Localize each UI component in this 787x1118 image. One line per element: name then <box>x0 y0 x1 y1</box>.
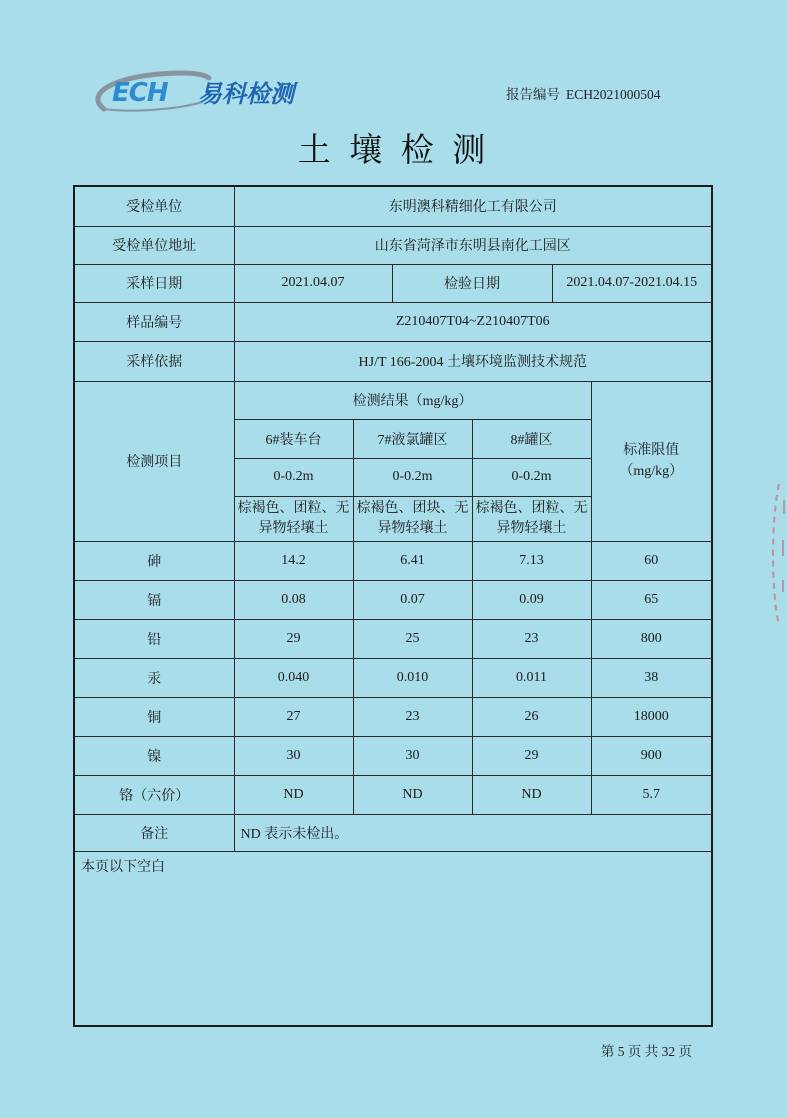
result-value: ND <box>472 775 591 814</box>
report-number-value: ECH2021000504 <box>566 87 661 102</box>
ech-logo <box>88 68 318 112</box>
analyte-name: 镍 <box>74 736 234 775</box>
result-value: 14.2 <box>234 541 353 580</box>
standard-limit-value: 60 <box>591 541 712 580</box>
blank-row <box>74 851 712 1026</box>
result-row <box>74 775 712 814</box>
result-value: 29 <box>234 619 353 658</box>
value-unit-address: 山东省菏泽市东明县南化工园区 <box>234 226 712 264</box>
row-sample-number <box>74 302 712 341</box>
site-name: 8#罐区 <box>472 419 591 458</box>
site-description: 棕褐色、团粒、无异物轻壤土 <box>472 496 591 541</box>
row-sampling-basis <box>74 341 712 381</box>
label-sampling-basis: 采样依据 <box>74 341 234 381</box>
site-description: 棕褐色、团粒、无异物轻壤土 <box>234 496 353 541</box>
value-sampling-basis: HJ/T 166-2004 土壤环境监测技术规范 <box>234 341 712 381</box>
value-sampling-date: 2021.04.07 <box>234 264 392 302</box>
test-result-header: 检测结果（mg/kg） <box>234 381 591 419</box>
result-row <box>74 541 712 580</box>
label-sampling-date: 采样日期 <box>74 264 234 302</box>
analyte-name: 砷 <box>74 541 234 580</box>
site-name: 7#液氯罐区 <box>353 419 472 458</box>
result-row <box>74 580 712 619</box>
result-value: 0.07 <box>353 580 472 619</box>
result-value: 0.08 <box>234 580 353 619</box>
result-value: ND <box>234 775 353 814</box>
standard-limit-header-line2: （mg/kg） <box>619 464 684 479</box>
result-row <box>74 619 712 658</box>
analyte-name: 镉 <box>74 580 234 619</box>
value-inspected-unit: 东明澳科精细化工有限公司 <box>234 186 712 226</box>
site-depth: 0-0.2m <box>234 458 353 496</box>
logo-mark-text: ECH <box>112 78 168 108</box>
report-number <box>506 86 661 104</box>
standard-limit-value: 38 <box>591 658 712 697</box>
analyte-name: 铜 <box>74 697 234 736</box>
results-header-row <box>74 381 712 419</box>
label-test-date: 检验日期 <box>392 264 552 302</box>
row-inspected-unit <box>74 186 712 226</box>
result-value: 23 <box>472 619 591 658</box>
standard-limit-value: 5.7 <box>591 775 712 814</box>
result-value: 27 <box>234 697 353 736</box>
seal-fragment <box>765 480 787 630</box>
standard-limit-header <box>591 381 712 541</box>
result-value: 26 <box>472 697 591 736</box>
result-value: 0.011 <box>472 658 591 697</box>
logo-brand-text: 易科检测 <box>198 80 294 108</box>
standard-limit-value: 800 <box>591 619 712 658</box>
standard-limit-header-line1: 标准限值 <box>623 443 680 458</box>
test-item-header: 检测项目 <box>74 381 234 541</box>
label-sample-number: 样品编号 <box>74 302 234 341</box>
value-sample-number: Z210407T04~Z210407T06 <box>234 302 712 341</box>
page-number: 第 5 页 共 32 页 <box>600 1044 692 1059</box>
row-unit-address <box>74 226 712 264</box>
result-value: 25 <box>353 619 472 658</box>
soil-test-table <box>73 185 713 1027</box>
analyte-name: 铬（六价） <box>74 775 234 814</box>
result-value: 0.040 <box>234 658 353 697</box>
result-value: 6.41 <box>353 541 472 580</box>
value-test-date: 2021.04.07-2021.04.15 <box>552 264 712 302</box>
result-value: 30 <box>234 736 353 775</box>
result-value: 30 <box>353 736 472 775</box>
result-row <box>74 658 712 697</box>
result-value: ND <box>353 775 472 814</box>
blank-note: 本页以下空白 <box>74 851 712 1026</box>
standard-limit-value: 65 <box>591 580 712 619</box>
row-dates <box>74 264 712 302</box>
result-value: 29 <box>472 736 591 775</box>
page-title: 土 壤 检 测 <box>297 130 490 169</box>
result-value: 23 <box>353 697 472 736</box>
label-inspected-unit: 受检单位 <box>74 186 234 226</box>
analyte-name: 汞 <box>74 658 234 697</box>
remark-row <box>74 814 712 851</box>
site-name: 6#装车台 <box>234 419 353 458</box>
standard-limit-value: 900 <box>591 736 712 775</box>
result-value: 7.13 <box>472 541 591 580</box>
report-number-label: 报告编号 <box>506 87 560 102</box>
site-depth: 0-0.2m <box>353 458 472 496</box>
result-value: 0.010 <box>353 658 472 697</box>
site-description: 棕褐色、团块、无异物轻壤土 <box>353 496 472 541</box>
site-depth: 0-0.2m <box>472 458 591 496</box>
result-row <box>74 736 712 775</box>
remark-label: 备注 <box>74 814 234 851</box>
analyte-name: 铅 <box>74 619 234 658</box>
result-value: 0.09 <box>472 580 591 619</box>
standard-limit-value: 18000 <box>591 697 712 736</box>
remark-value: ND 表示未检出。 <box>234 814 712 851</box>
result-row <box>74 697 712 736</box>
label-unit-address: 受检单位地址 <box>74 226 234 264</box>
